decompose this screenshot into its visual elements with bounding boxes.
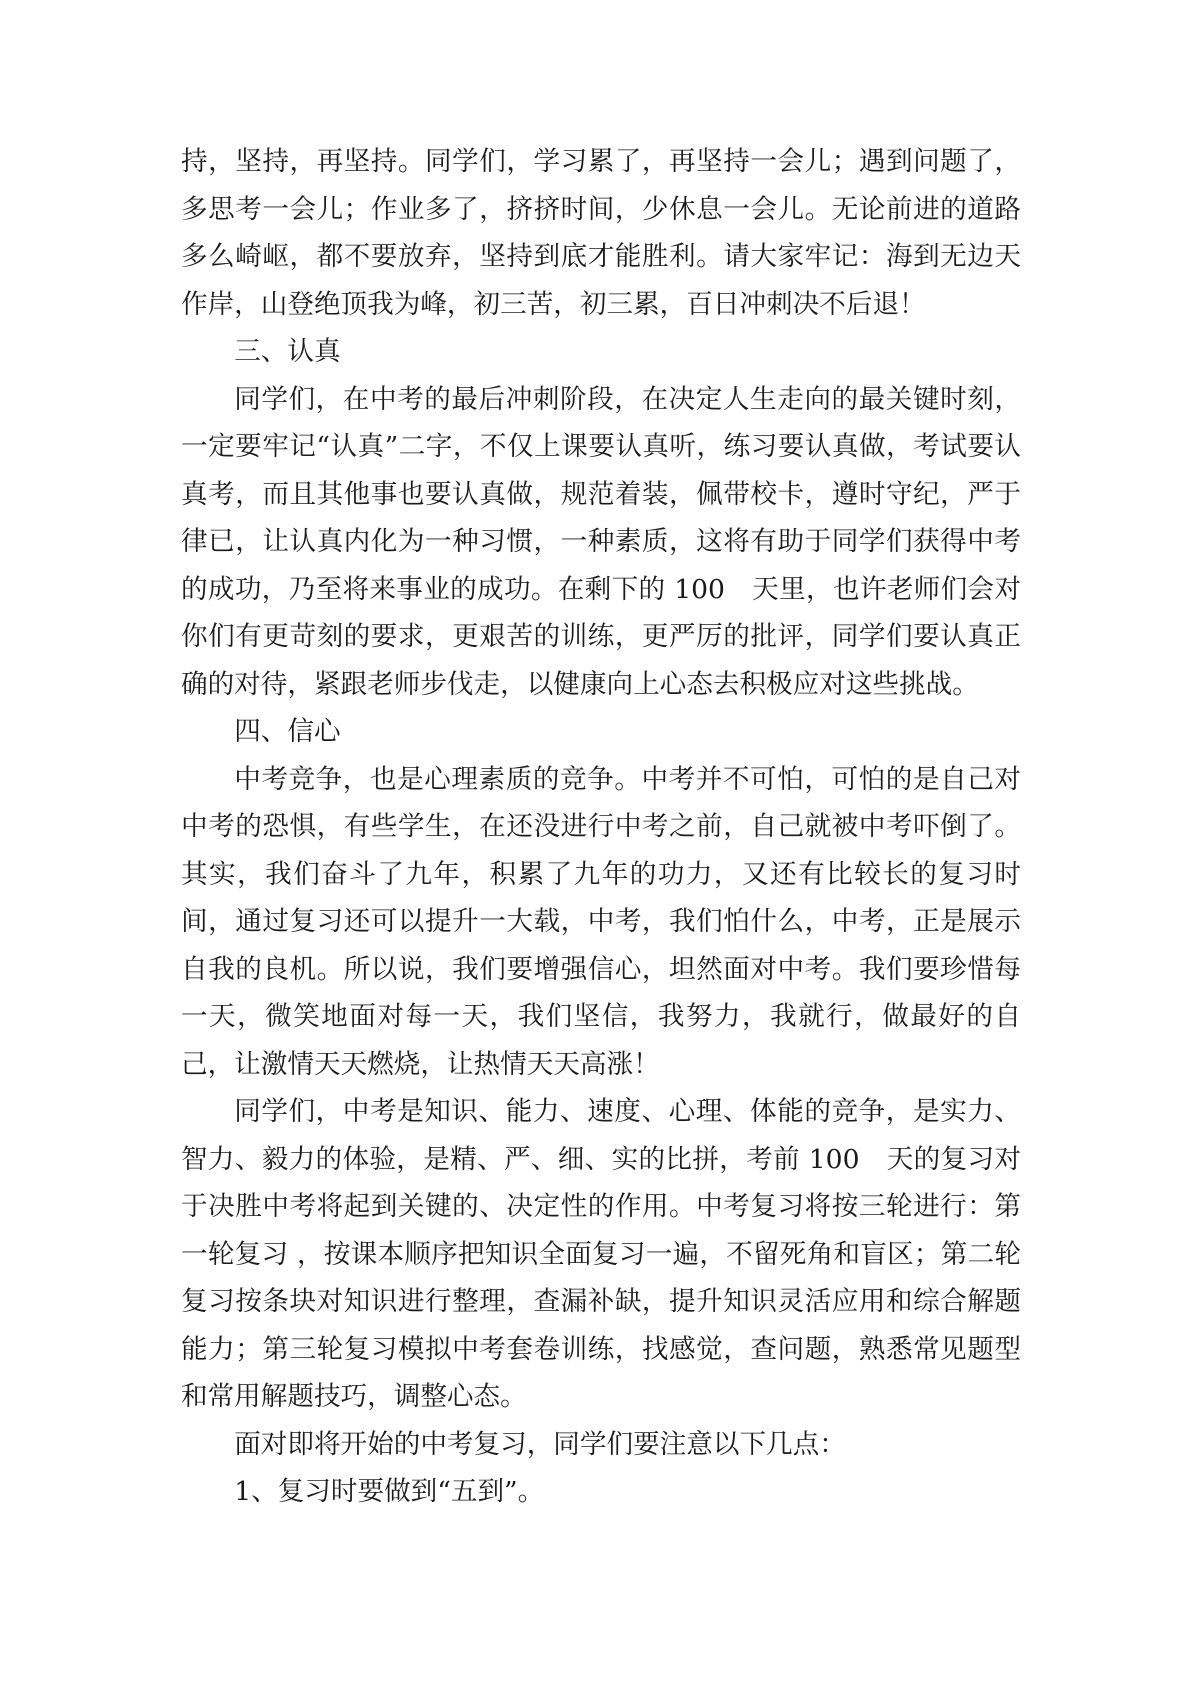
section-heading-confidence: 四、信心 xyxy=(234,716,341,747)
paragraph-confidence: 中考竞争，也是心理素质的竞争。中考并不可怕，可怕的是自己对中考的恐惧，有些学生，在还没进行中考之前，自己就被中考吓倒了。其实，我们奋斗了九年，积累了九年的功力，又还有比较长的复习时间，通过复习还可以提升一大载，中考，我们怕什么，中考，正是展示自我的良机。所以说，我们要增强信心，坦然面对中考。我们要珍惜每一天，微笑地面对每一天，我们坚信，我努力，我就行，做最好的自己，让激情天天燃烧，让热情天天高涨！ xyxy=(181,763,1021,1080)
document-body xyxy=(181,138,1021,1516)
paragraph-point-one: 1、复习时要做到“五到”。 xyxy=(234,1476,545,1507)
section-heading-seriousness: 三、认真 xyxy=(234,336,341,367)
paragraph-persistence-continued: 持，坚持，再坚持。同学们，学习累了，再坚持一会儿；遇到问题了，多思考一会儿；作业多了，挤挤时间，少休息一会儿。无论前进的道路多么崎岖，都不要放弃，坚持到底才能胜利。请大家牢记：海到无边天作岸，山登绝顶我为峰，初三苦，初三累，百日冲刺决不后退！ xyxy=(181,146,1021,320)
paragraph-review-plan: 同学们，中考是知识、能力、速度、心理、体能的竞争，是实力、智力、毅力的体验，是精、严、细、实的比拼，考前 100 天的复习对于决胜中考将起到关键的、决定性的作用。中考复习将按三轮进行：第一轮复习 ，按课本顺序把知识全面复习一遍，不留死角和盲区；第二轮复习按条块对知识进行整理，查漏补缺，提升知识灵活应用和综合解题能力；第三轮复习模拟中考套卷训练，找感觉，查问题，熟悉常见题型和常用解题技巧，调整心态。 xyxy=(181,1096,1021,1412)
paragraph-points-intro: 面对即将开始的中考复习，同学们要注意以下几点： xyxy=(234,1428,846,1460)
paragraph-seriousness: 同学们，在中考的最后冲刺阶段，在决定人生走向的最关键时刻，一定要牢记“认真”二字，不仅上课要认真听，练习要认真做，考试要认真考，而且其他事也要认真做，规范着装，佩带校卡，遵时守纪，严于律已，让认真内化为一种习惯，一种素质，这将有助于同学们获得中考的成功，乃至将来事业的成功。在剩下的 100 天里，也许老师们会对你们有更苛刻的要求，更艰苦的训练，更严厉的批评，同学们要认真正确的对待，紧跟老师步伐走，以健康向上心态去积极应对这些挑战。 xyxy=(181,383,1021,700)
